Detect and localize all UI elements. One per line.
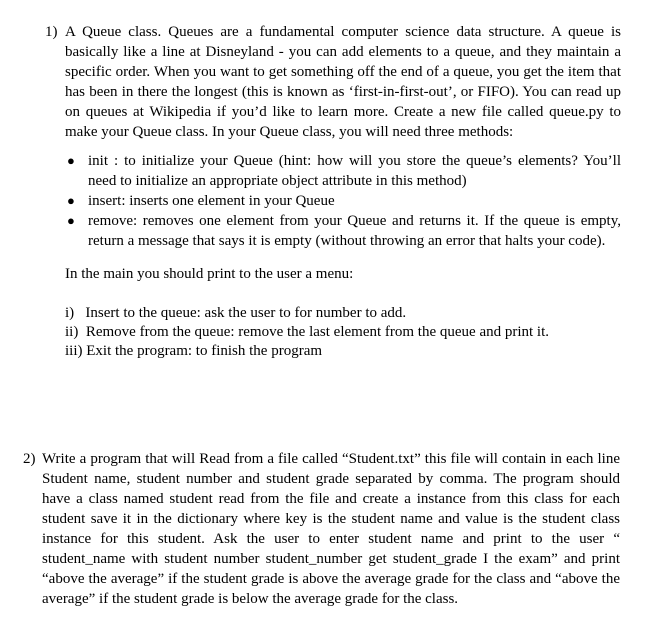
menu-title: In the main you should print to the user a menu: [65, 266, 354, 282]
bullet-icon: ● [67, 153, 75, 168]
bullet-icon: ● [67, 213, 75, 228]
list-item [65, 151, 621, 191]
method-insert: insert: inserts one element in your Queue [88, 193, 335, 209]
menu-list [65, 304, 549, 361]
question-2-text: Write a program that will Read from a file called “Student.txt” this file will contain in each line Student name, student number and student grade separated by comma. The program should have a class named student read from the file and create a instance from this class for each student save it in the dictionary where key is the student name and value is the student class instance for this student. Ask the user to enter student name and print to the user “ student_name with student number student_number get student_grade I the exam” and print “above the average” if the student grade is above the average grade for the class and “above the average” if the student grade is below the average grade for the class. [42, 451, 620, 607]
method-init: init : to initialize your Queue (hint: how will you store the queue’s elements? You’ll need to initialize an appropriate object attribute in this method) [88, 153, 621, 189]
list-item [65, 191, 621, 211]
method-remove: remove: removes one element from your Queue and returns it. If the queue is empty, return a message that says it is empty (without throwing an error that halts your code). [88, 213, 621, 249]
menu-item-remove: ii) Remove from the queue: remove the last element from the queue and print it. [65, 324, 550, 340]
menu-item-insert: i) Insert to the queue: ask the user to for number to add. [65, 305, 407, 321]
question-2-number: 2) [23, 451, 36, 467]
list-item [65, 211, 621, 251]
question-1-number: 1) [45, 24, 58, 40]
question-1-intro: A Queue class. Queues are a fundamental computer science data structure. A queue is basically like a line at Disneyland - you can add elements to a queue, and they maintain a specific order. When you want to get something off the end of a queue, you get the item that has been in there the longest (this is known as ‘first-in-first-out’, or FIFO). You can read up on queues at Wikipedia if you’d like to learn more. Create a new file called queue.py to make your Queue class. In your Queue class, you will need three methods: [65, 24, 621, 140]
bullet-icon: ● [67, 193, 75, 208]
method-list [65, 151, 621, 251]
menu-item-exit: iii) Exit the program: to finish the program [65, 343, 323, 359]
